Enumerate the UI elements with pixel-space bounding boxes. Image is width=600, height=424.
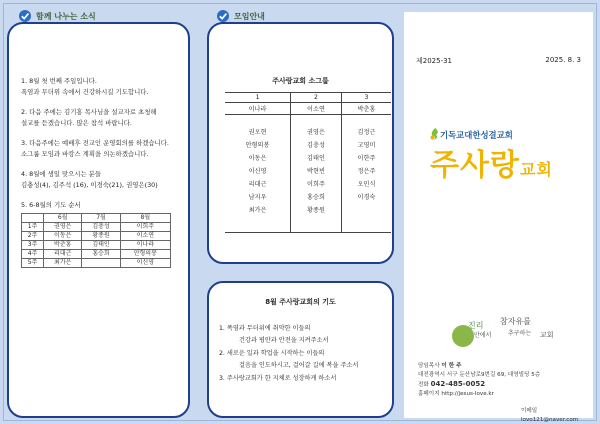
table-row: 5주 최가은 이신영 (22, 259, 171, 268)
group-number: 3 (341, 93, 391, 103)
prayer-list (219, 323, 382, 385)
church-name (430, 140, 553, 184)
group-members-3: 김정근 고영미 이한주 정은주 오민식 이경숙 (341, 115, 391, 233)
groups-heading (216, 9, 265, 23)
phone-number: 042-485-0052 (430, 380, 486, 388)
check-icon (216, 9, 230, 23)
groups-panel (207, 22, 394, 264)
pastor-label: 담임목사 (418, 363, 440, 369)
check-icon (18, 9, 32, 23)
groups-title: 주사랑교회 소그룹 (272, 77, 329, 85)
table-row: 4주 리대근 홍승희 안형의봉 (22, 250, 171, 259)
table-header (22, 214, 44, 223)
church-info (418, 362, 588, 423)
phone-label: 전화 (418, 382, 429, 388)
table-header: 7월 (82, 214, 120, 223)
table-header: 6월 (44, 214, 82, 223)
motto-part4: 추구하는 (508, 330, 532, 337)
group-members-1: 권오현 안형의봉 이동은 이신영 리대근 남지우 최가은 (225, 115, 291, 233)
church-name-suffix: 교회 (519, 160, 553, 179)
email-link[interactable]: lovo121@naver.com (521, 417, 579, 423)
group-leader: 이나라 (225, 103, 291, 115)
table-row: 2주 이동은 황종원 이소연 (22, 232, 171, 241)
groups-heading-text: 모임안내 (234, 11, 265, 21)
church-address: 대전광역시 서구 둔산남로9번길 69, 대영빌딩 5층 (418, 372, 541, 378)
email-label: 이메일 (521, 408, 538, 414)
motto-part3: 참자유를 (500, 317, 531, 326)
table-row: 1주 권영은 김충성 이희주 (22, 223, 171, 232)
list-item: 1. 폭염과 무더위에 취약한 이들의 건강과 평안과 안전을 지켜주소서 (219, 325, 329, 344)
homepage-link[interactable]: http://jesus-love.kr (441, 391, 494, 397)
news-heading-text: 함께 나누는 소식 (36, 11, 96, 21)
group-members-2: 권영은 김충성 김태인 박현빈 이희주 홍승희 황종원 (291, 115, 342, 233)
prayer-order-table (21, 213, 171, 268)
prayer-order-title: 5. 6-8월의 기도 순서 (21, 201, 81, 209)
motto-part1: 진리 (468, 321, 484, 330)
group-number: 2 (291, 93, 342, 103)
leaders-row (225, 103, 391, 115)
prayer-panel (207, 281, 394, 418)
table-row: 3주 박춘홍 김태인 이나라 (22, 241, 171, 250)
motto-part5: 교회 (540, 331, 554, 339)
groups-table (225, 92, 391, 233)
group-leader: 이소연 (291, 103, 342, 115)
list-item: 2. 새로운 일과 학업을 시작하는 이들의 걸음을 인도하시고, 걸어갈 길에 복을 주소서 (219, 350, 359, 369)
church-motto (452, 314, 582, 356)
members-row (225, 115, 391, 233)
group-number: 1 (225, 93, 291, 103)
group-leader: 박춘홍 (341, 103, 391, 115)
cover-panel (404, 12, 593, 423)
issue-number: 제2025-31 (416, 57, 453, 65)
issue-date: 2025. 8. 3 (545, 56, 581, 64)
news-item-2: 2. 다음 주에는 김기홍 목사님을 설교자로 초청해 설교를 듣겠습니다. 많은 참석 바랍니다. (21, 108, 157, 127)
denomination-name: 기독교대한성결교회 (440, 130, 513, 140)
pastor-name: 이 한 주 (441, 363, 462, 369)
news-item-4: 4. 8월에 생일 맞으시는 분들 김충성(4), 김주석 (16), 이경숙(21), 권영은(30) (21, 170, 158, 189)
news-heading (18, 9, 96, 23)
prayer-title: 8월 주사랑교회의 기도 (265, 298, 336, 306)
news-item-1: 1. 8월 첫 번째 주일입니다. 폭염과 무더위 속에서 건강하시길 기도합니다. (21, 77, 149, 96)
motto-part2: 안에서 (474, 332, 492, 339)
church-name-main: 주사랑 (430, 148, 520, 183)
news-item-3: 3. 다음주에는 예배후 전교인 운영회의를 하겠습니다. 소그룹 모임과 바캉스 계획을 의논하겠습니다. (21, 139, 169, 158)
news-panel (7, 22, 190, 418)
list-item: 3. 주사랑교회가 한 지체로 성장하게 하소서 (219, 375, 337, 382)
homepage-label: 홈페이지 (418, 391, 440, 397)
table-header: 8월 (120, 214, 170, 223)
